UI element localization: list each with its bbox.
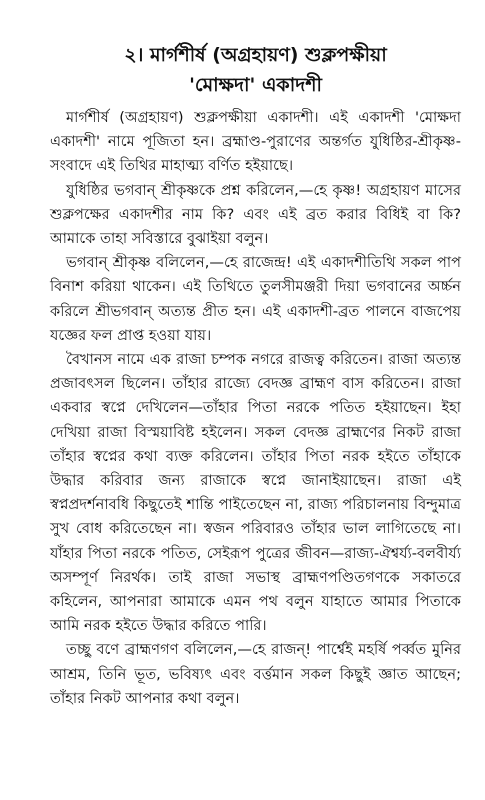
chapter-heading — [50, 40, 461, 100]
paragraph-intro: মার্গশীর্ষ (অগ্রহায়ণ) শুক্লপক্ষীয়া একাদশী। এই একাদশী 'মোক্ষদা একাদশী' নামে পূজিতা হন। ব্রহ্মাণ্ড-পুরাণের অন্তর্গত যুধিষ্ঠির-শ্রীকৃষ্ণ-সংবাদে এই তিথির মাহাত্ম্য বর্ণিত হইয়াছে। — [50, 109, 461, 175]
heading-line-2: 'মোক্ষদা' একাদশী — [189, 74, 322, 96]
paragraph-yudhishthira-question: যুধিষ্ঠির ভগবান্ শ্রীকৃষ্ণকে প্রশ্ন করিলেন,—হে কৃষ্ণ! অগ্রহায়ণ মাসের শুক্লপক্ষের একাদশীর নাম কি? এবং এই ব্রত করার বিধিই বা কি? আমাকে তাহা সবিস্তারে বুঝাইয়া বলুন। — [50, 181, 461, 248]
paragraph-krishna-answer: ভগবান্ শ্রীকৃষ্ণ বলিলেন,—হে রাজেন্দ্র! এই একাদশীতিথি সকল পাপ বিনাশ করিয়া থাকেন। এই তিথিতে তুলসীমঞ্জরী দিয়া ভগবানের অর্চ্চন করিলে শ্রীভগবান্ অত্যন্ত প্রীত হন। এই একাদশী-ব্রত পালনে বাজপেয় যজ্ঞের ফল প্রাপ্ত হওয়া যায়। — [50, 254, 461, 344]
paragraph-brahmins-reply: তচ্ছু বণে ব্রাহ্মণগণ বলিলেন,—হে রাজন্! পার্শ্বেই মহর্ষি পর্ব্বত মুনির আশ্রম, তিনি ভূত, ভবিষ্যৎ এবং বর্ত্তমান সকল কিছুই জ্ঞাত আছেন; তাঁহার নিকট আপনার কথা বলুন। — [50, 641, 461, 707]
paragraph-king-vaikhanasa: বৈখানস নামে এক রাজা চম্পক নগরে রাজত্ব করিতেন। রাজা অত্যন্ত প্রজাবৎসল ছিলেন। তাঁহার রাজ্যে বেদজ্ঞ ব্রাহ্মণ বাস করিতেন। রাজা একবার স্বপ্নে দেখিলেন—তাঁহার পিতা নরকে পতিত হইয়াছেন। ইহা দেখিয়া রাজা বিস্ময়াবিষ্ট হইলেন। সকল বেদজ্ঞ ব্রাহ্মণের নিকট রাজা তাঁহার স্বপ্নের কথা ব্যক্ত করিলেন। তাঁহার পিতা নরক হইতে তাঁহাকে উদ্ধার করিবার জন্য রাজাকে স্বপ্নে জানাইয়াছেন। রাজা এই স্বপ্নপ্রদর্শনাবধি কিছুতেই শান্তি পাইতেছেন না, রাজ্য পরিচালনায় বিন্দুমাত্র সুখ বোধ করিতেছেন না। স্বজন পরিবারও তাঁহার ভাল লাগিতেছে না। যাঁহার পিতা নরকে পতিত, সেইরূপ পুত্রের জীবন—রাজ্য-ঐশ্বর্য্য-বলবীর্য্য অসম্পূর্ণ নিরর্থক। তাই রাজা সভাস্থ ব্রাহ্মণপণ্ডিতগণকে সকাতরে কহিলেন, আপনারা আমাকে এমন পথ বলুন যাহাতে আমার পিতাকে আমি নরক হইতে উদ্ধার করিতে পারি। — [50, 351, 461, 635]
heading-line-1: ২। মার্গশীর্ষ (অগ্রহায়ণ) শুক্লপক্ষীয়া — [124, 44, 387, 66]
